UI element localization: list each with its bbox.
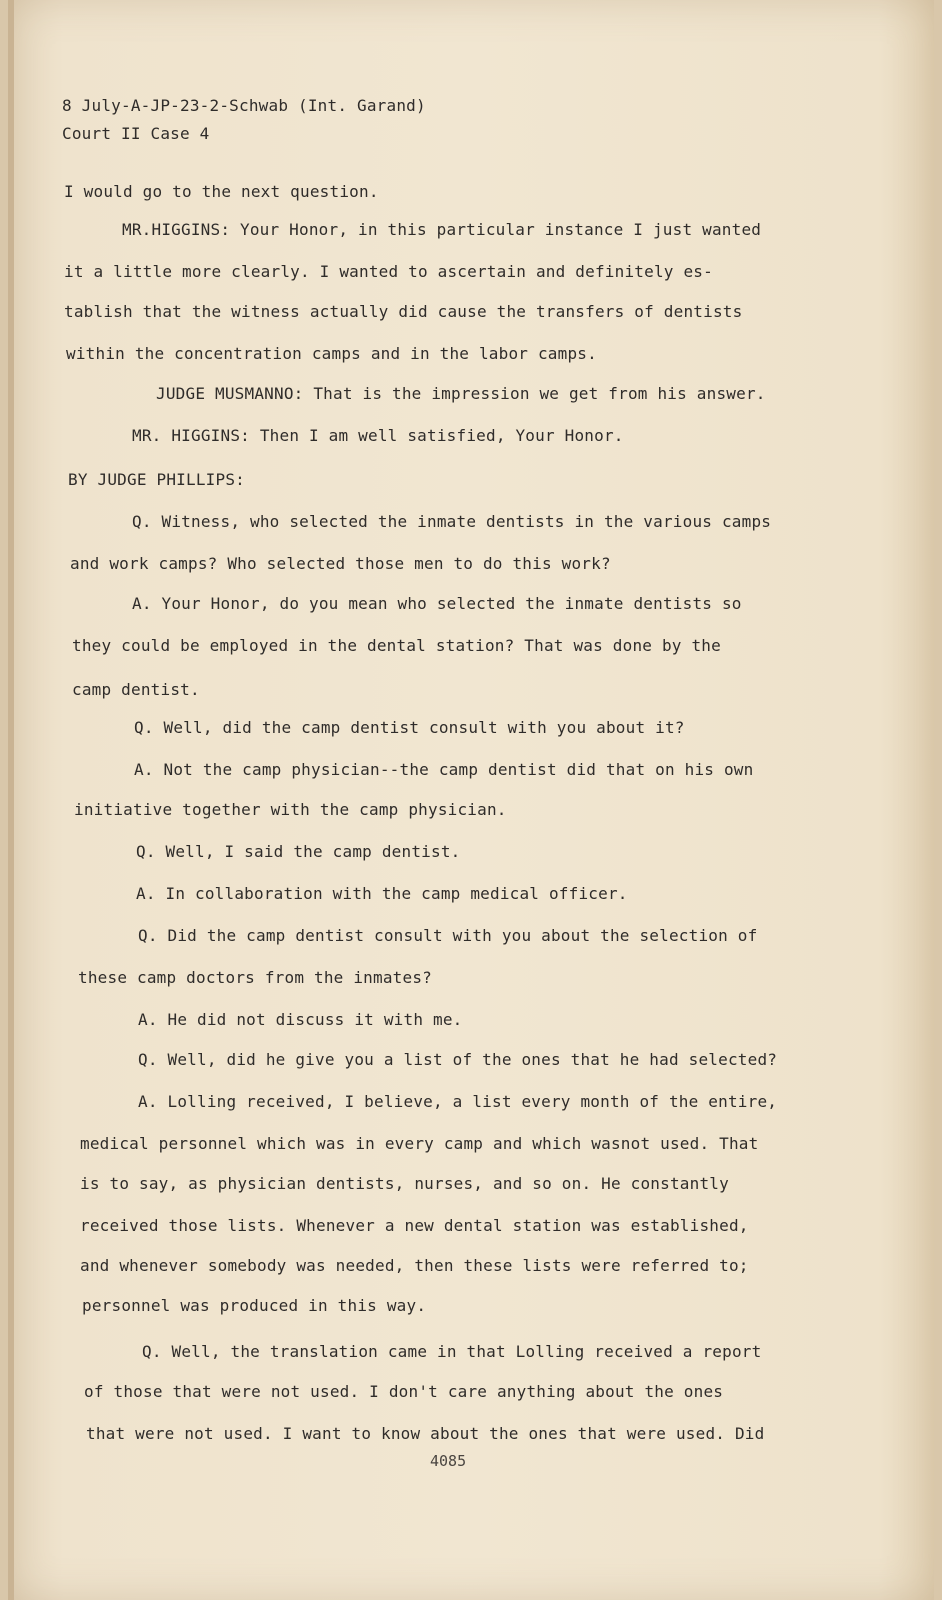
transcript-line: I would go to the next question. xyxy=(64,182,379,201)
transcript-line: camp dentist. xyxy=(72,680,200,699)
transcript-line: Q. Well, did he give you a list of the ones that he had selected? xyxy=(138,1050,778,1069)
transcript-line: is to say, as physician dentists, nurses, and so on. He constantly xyxy=(80,1174,729,1193)
header-line-1: 8 July-A-JP-23-2-Schwab (Int. Garand) xyxy=(62,96,426,115)
transcript-line: it a little more clearly. I wanted to ascertain and definitely es- xyxy=(64,262,713,281)
transcript-line: initiative together with the camp physician. xyxy=(74,800,507,819)
transcript-line: received those lists. Whenever a new dental station was established, xyxy=(80,1216,749,1235)
transcript-line: within the concentration camps and in the labor camps. xyxy=(66,344,597,363)
transcript-line: Q. Did the camp dentist consult with you about the selection of xyxy=(138,926,758,945)
transcript-line: medical personnel which was in every camp and which wasnot used. That xyxy=(80,1134,759,1153)
transcript-line: A. Not the camp physician--the camp dentist did that on his own xyxy=(134,760,754,779)
transcript-line: A. Your Honor, do you mean who selected the inmate dentists so xyxy=(132,594,742,613)
page-number: 4085 xyxy=(430,1452,467,1470)
transcript-line: they could be employed in the dental station? That was done by the xyxy=(72,636,721,655)
transcript-line: JUDGE MUSMANNO: That is the impression we get from his answer. xyxy=(156,384,766,403)
transcript-line: of those that were not used. I don't care anything about the ones xyxy=(84,1382,724,1401)
transcript-line: Q. Witness, who selected the inmate dentists in the various camps xyxy=(132,512,772,531)
header-line-2: Court II Case 4 xyxy=(62,124,210,143)
page-edge xyxy=(8,0,14,1600)
transcript-line: and whenever somebody was needed, then these lists were referred to; xyxy=(80,1256,749,1275)
transcript-line: A. Lolling received, I believe, a list every month of the entire, xyxy=(138,1092,778,1111)
transcript-line: these camp doctors from the inmates? xyxy=(78,968,432,987)
transcript-line: A. In collaboration with the camp medical officer. xyxy=(136,884,628,903)
transcript-line: MR. HIGGINS: Then I am well satisfied, Your Honor. xyxy=(132,426,624,445)
document-page xyxy=(8,0,934,1600)
transcript-line: Q. Well, did the camp dentist consult with you about it? xyxy=(134,718,685,737)
transcript-line: Q. Well, the translation came in that Lolling received a report xyxy=(142,1342,762,1361)
transcript-line: A. He did not discuss it with me. xyxy=(138,1010,463,1029)
transcript-line: MR.HIGGINS: Your Honor, in this particular instance I just wanted xyxy=(122,220,762,239)
transcript-line: BY JUDGE PHILLIPS: xyxy=(68,470,245,489)
transcript-line: that were not used. I want to know about the ones that were used. Did xyxy=(86,1424,765,1443)
transcript-line: tablish that the witness actually did cause the transfers of dentists xyxy=(64,302,743,321)
transcript-line: personnel was produced in this way. xyxy=(82,1296,427,1315)
transcript-line: Q. Well, I said the camp dentist. xyxy=(136,842,461,861)
transcript-line: and work camps? Who selected those men to do this work? xyxy=(70,554,611,573)
